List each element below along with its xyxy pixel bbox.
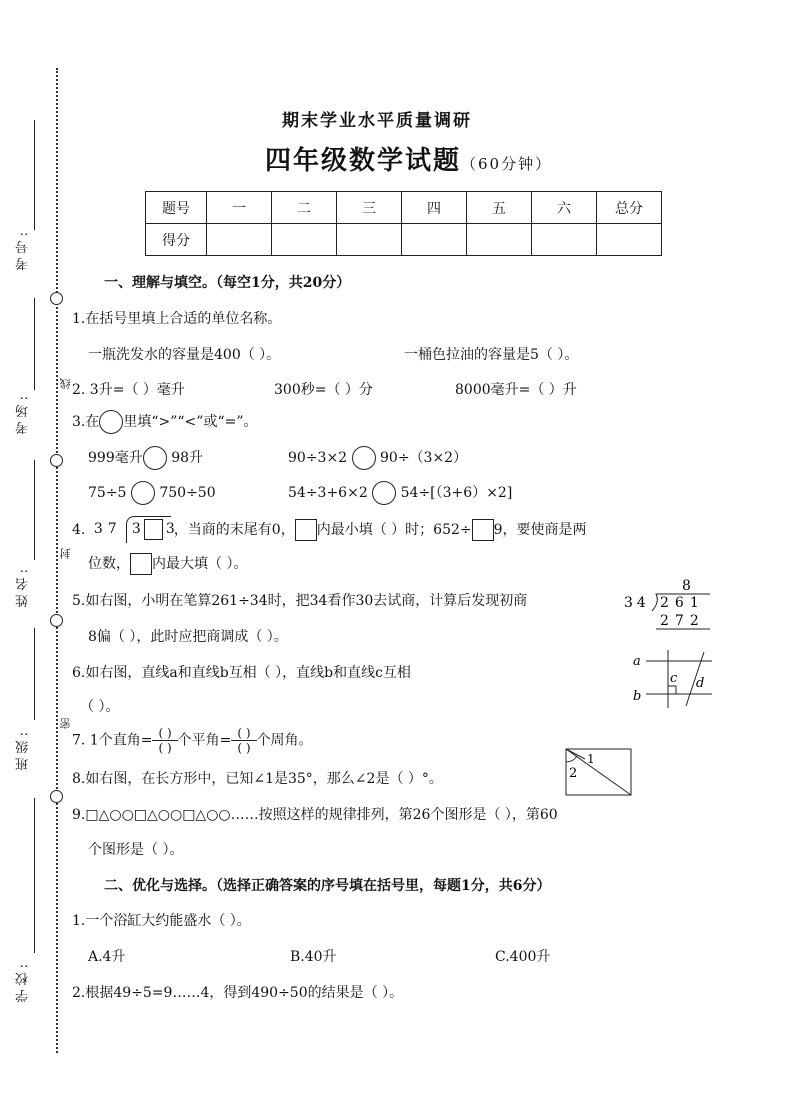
q5-quotient: 8 xyxy=(682,578,691,594)
school-label: 学校: xyxy=(16,960,31,1003)
q2a-text: 2. 3升=（ ）毫升 xyxy=(72,382,185,398)
name-label: 姓名: xyxy=(16,565,31,608)
q4-digit: 3 xyxy=(165,521,175,537)
option-c[interactable]: C.400升 xyxy=(495,949,551,965)
binding-hole xyxy=(50,454,63,467)
q6-lines-figure xyxy=(628,650,714,710)
q4-end: 9，要使商是两 xyxy=(493,522,587,538)
q4-mid2: 内最小填（ ）时；652÷ xyxy=(316,522,472,538)
fraction-numerator: ( ) xyxy=(152,726,177,741)
exam-number-line xyxy=(34,120,35,230)
q1a-text: 一瓶洗发水的容量是400（ ）。 xyxy=(88,347,281,363)
q9b-text: 个图形是（ ）。 xyxy=(88,842,184,858)
exam-title xyxy=(265,140,552,177)
score-input-cell[interactable] xyxy=(402,224,467,256)
expr-right: 54÷[（3+6）×2] xyxy=(400,485,513,501)
angle1-label: 1 xyxy=(587,752,595,766)
option-a[interactable]: A.4升 xyxy=(88,949,126,965)
label-a: a xyxy=(633,654,641,669)
fraction-blank[interactable] xyxy=(231,726,256,755)
seal-char-line: 线 xyxy=(59,378,72,389)
q5-product: 272 xyxy=(660,613,705,629)
table-cell: 总分 xyxy=(597,192,662,224)
section1-heading: 一、理解与填空。（每空1分，共20分） xyxy=(104,275,351,291)
angle-arc xyxy=(566,756,577,762)
q2c-text: 8000毫升=（ ）升 xyxy=(455,382,577,398)
right-angle-mark xyxy=(668,686,676,694)
fraction-denominator: ( ) xyxy=(158,741,172,755)
q1b-text: 一桶色拉油的容量是5（ ）。 xyxy=(404,347,579,363)
table-row xyxy=(146,224,662,256)
q5-divisor: 34 xyxy=(624,595,650,611)
binding-hole xyxy=(50,790,63,803)
score-input-cell[interactable] xyxy=(532,224,597,256)
fraction-denominator: ( ) xyxy=(237,741,251,755)
q4-long-division xyxy=(90,518,174,542)
expr-left: 75÷5 xyxy=(88,485,127,501)
exam-title-text: 四年级数学试题 xyxy=(265,146,462,176)
exam-number-label: 考号: xyxy=(16,228,31,271)
s2-q2-text: 2.根据49÷5=9……4，得到490÷50的结果是（ ）。 xyxy=(72,985,404,1001)
expr-right: 90÷（3×2） xyxy=(380,450,468,466)
answer-circle[interactable] xyxy=(143,446,167,470)
binding-hole xyxy=(50,292,63,305)
expr-right: 750÷50 xyxy=(159,485,216,501)
q4-prefix: 4. xyxy=(72,522,86,538)
q3-line xyxy=(72,410,258,434)
label-d: d xyxy=(696,676,705,691)
seal-char-secret: 密 xyxy=(59,718,72,729)
q8-text: 8.如右图，在长方形中，已知∠1是35°，那么∠2是（ ）°。 xyxy=(72,771,443,787)
exam-duration: （60分钟） xyxy=(461,155,553,173)
expr-left: 999毫升 xyxy=(88,450,143,466)
q7-mid: 个平角= xyxy=(177,732,232,749)
q3-item-3 xyxy=(88,481,216,505)
exam-room-line xyxy=(34,298,35,390)
exam-room-label: 考场: xyxy=(16,392,31,435)
label-b: b xyxy=(633,689,642,704)
binding-dotted-line xyxy=(56,68,58,1053)
table-cell: 题号 xyxy=(146,192,207,224)
answer-circle[interactable] xyxy=(131,481,155,505)
expr-left: 90÷3×2 xyxy=(288,450,348,466)
score-table xyxy=(145,191,662,256)
score-input-cell[interactable] xyxy=(272,224,337,256)
q4-box[interactable] xyxy=(472,519,494,541)
q4-mid: ，当商的末尾有0， xyxy=(173,522,295,538)
table-row xyxy=(146,192,662,224)
exam-subtitle: 期末学业水平质量调研 xyxy=(282,111,472,131)
q8-rectangle-figure xyxy=(565,748,633,798)
q4-digit: 3 xyxy=(131,521,141,537)
class-line xyxy=(34,628,35,720)
q6-text: 6.如右图，直线a和直线b互相（ ），直线b和直线c互相 xyxy=(72,665,411,681)
q7-suffix: 个周角。 xyxy=(256,732,313,749)
q3-item-2 xyxy=(288,446,467,470)
option-b[interactable]: B.40升 xyxy=(290,949,337,965)
q5-text: 5.如右图，小明在笔算261÷34时，把34看作30去试商，计算后发现初商 xyxy=(72,593,528,609)
table-cell: 三 xyxy=(337,192,402,224)
q9-text: 9.□△○○□△○○□△○○……按照这样的规律排列，第26个图形是（ ），第60 xyxy=(72,807,558,823)
q5-dividend: 261 xyxy=(660,595,705,611)
q5-division-figure xyxy=(618,574,714,634)
q4-box[interactable] xyxy=(130,553,152,575)
q3-prefix: 3.在 xyxy=(72,414,100,430)
q4-line xyxy=(72,518,587,542)
binding-hole xyxy=(50,614,63,627)
answer-circle[interactable] xyxy=(352,446,376,470)
table-cell: 得分 xyxy=(146,224,207,256)
label-c: c xyxy=(670,671,678,686)
q4-line2-prefix: 位数， xyxy=(88,556,130,572)
q4-line2 xyxy=(88,553,247,575)
expr-left: 54÷3+6×2 xyxy=(288,485,368,501)
section2-heading: 二、优化与选择。（选择正确答案的序号填在括号里，每题1分，共6分） xyxy=(104,878,551,894)
expr-right: 98升 xyxy=(171,450,204,466)
s2-q1-text: 1.一个浴缸大约能盛水（ ）。 xyxy=(72,913,251,929)
class-label: 班级: xyxy=(16,728,31,771)
q3-suffix: 里填“>”“<”或“=”。 xyxy=(123,414,258,430)
q3-item-1 xyxy=(88,446,203,470)
table-cell: 五 xyxy=(467,192,532,224)
q5b-text: 8偏（ ），此时应把商调成（ ）。 xyxy=(88,629,288,645)
score-input-cell[interactable] xyxy=(207,224,272,256)
table-cell: 二 xyxy=(272,192,337,224)
q4-box[interactable] xyxy=(295,519,317,541)
q2b-text: 300秒=（ ）分 xyxy=(274,382,373,398)
score-input-cell[interactable] xyxy=(467,224,532,256)
school-line xyxy=(34,798,35,953)
q3-item-4 xyxy=(288,481,512,505)
q4-blank-box[interactable] xyxy=(144,519,163,540)
compare-circle xyxy=(99,410,123,434)
q6b-text: （ ）。 xyxy=(80,699,120,715)
fraction-numerator: ( ) xyxy=(231,726,256,741)
fraction-blank[interactable] xyxy=(152,726,177,755)
q4-divisor: 37 xyxy=(93,521,122,537)
table-cell: 四 xyxy=(402,192,467,224)
seal-char-seal: 封 xyxy=(59,548,72,559)
q4-line2-suffix: 内最大填（ ）。 xyxy=(152,556,248,572)
q1-text: 1.在括号里填上合适的单位名称。 xyxy=(72,311,282,327)
q7-line xyxy=(72,726,313,755)
score-input-cell[interactable] xyxy=(597,224,662,256)
table-cell: 一 xyxy=(207,192,272,224)
table-cell: 六 xyxy=(532,192,597,224)
answer-circle[interactable] xyxy=(372,481,396,505)
q7-prefix: 7. 1个直角= xyxy=(72,732,153,749)
name-line xyxy=(34,460,35,560)
angle2-label: 2 xyxy=(569,766,578,781)
score-input-cell[interactable] xyxy=(337,224,402,256)
